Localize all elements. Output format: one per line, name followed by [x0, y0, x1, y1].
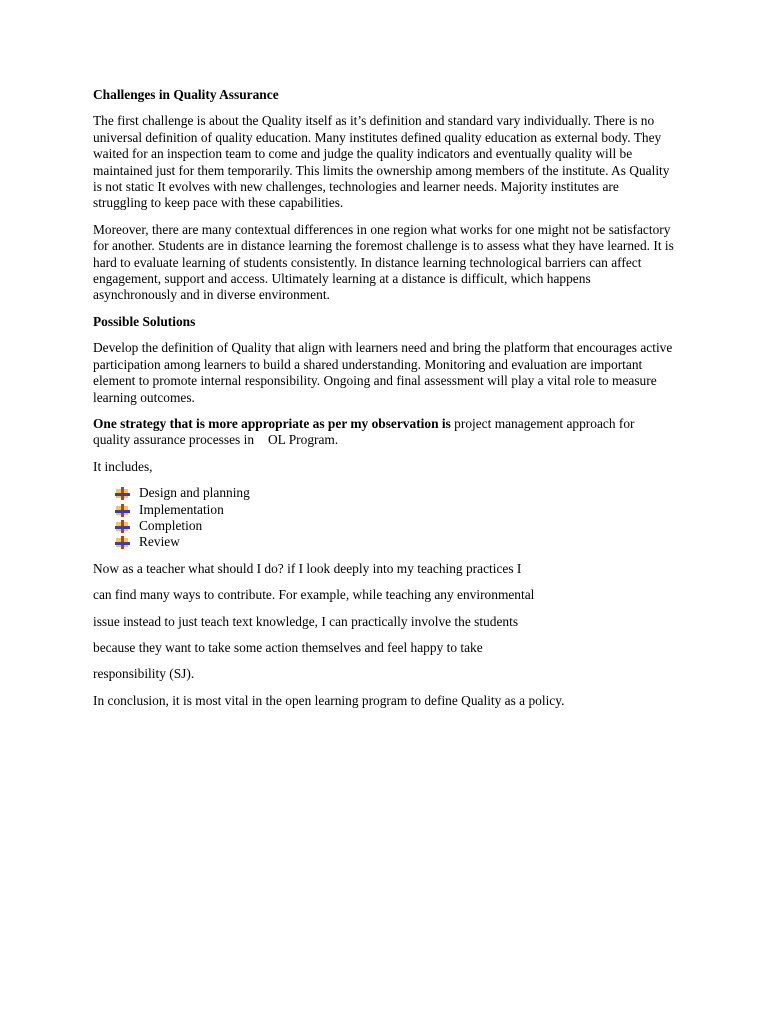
- paragraph-strategy: [93, 416, 675, 449]
- list-item: [115, 534, 675, 550]
- bullet-list: [93, 485, 675, 551]
- teacher-line-2: can find many ways to contribute. For example, while teaching any environmental: [93, 587, 535, 603]
- teacher-line-1: Now as a teacher what should I do? if I look deeply into my teaching practices I: [93, 560, 522, 576]
- paragraph-solutions: Develop the definition of Quality that align with learners need and bring the platform that encourages active participation among learners to build a shared understanding. Monitoring and evaluation are important element to promote internal responsibility. Ongoing and final assessment will play a vital role to measure learning outcomes.: [93, 340, 673, 405]
- colored-plus-bullet-icon: [115, 487, 130, 500]
- paragraph-challenge-1: The first challenge is about the Quality itself as it’s definition and standard vary individually. There is no universal definition of quality education. Many institutes defined quality education as external body. They waited for an inspection team to come and judge the quality indicators and eventually quality will be maintained just for them temporarily. This limits the ownership among members of the institute. As Quality is not static It evolves with new challenges, technologies and learner needs. Majority institutes are struggling to keep pace with these capabilities.: [93, 113, 670, 211]
- list-item: [115, 485, 675, 501]
- heading-challenges: Challenges in Quality Assurance: [93, 87, 279, 102]
- list-item-label: Implementation: [139, 501, 224, 517]
- list-item-label: Completion: [139, 517, 203, 533]
- strategy-bold-text: One strategy that is more appropriate as per my observation is: [93, 415, 451, 431]
- strategy-text: project management approach for quality assurance processes in: [93, 415, 635, 448]
- list-item-label: Design and planning: [139, 485, 250, 501]
- colored-plus-bullet-icon: [115, 536, 130, 549]
- includes-label: It includes,: [93, 458, 153, 474]
- colored-plus-bullet-icon: [115, 504, 130, 517]
- teacher-line-3: issue instead to just teach text knowledge, I can practically involve the students: [93, 613, 519, 629]
- paragraph-conclusion: In conclusion, it is most vital in the open learning program to define Quality as a policy.: [93, 692, 565, 708]
- list-item: [115, 518, 675, 534]
- teacher-line-5: responsibility (SJ).: [93, 666, 195, 682]
- list-item: [115, 502, 675, 518]
- heading-solutions: Possible Solutions: [93, 313, 196, 329]
- colored-plus-bullet-icon: [115, 520, 130, 533]
- document-body: [93, 87, 675, 719]
- teacher-line-4: because they want to take some action themselves and feel happy to take: [93, 639, 483, 655]
- strategy-program-text: OL Program.: [268, 432, 339, 448]
- list-item-label: Review: [139, 534, 180, 550]
- paragraph-challenge-2: Moreover, there are many contextual differences in one region what works for one might not be satisfactory for another. Students are in distance learning the foremost challenge is to assess what they have learned. It is hard to evaluate learning of students consistently. In distance learning technological barriers can affect engagement, support and access. Ultimately learning at a distance is difficult, which happens asynchronously and in diverse environment.: [93, 221, 674, 303]
